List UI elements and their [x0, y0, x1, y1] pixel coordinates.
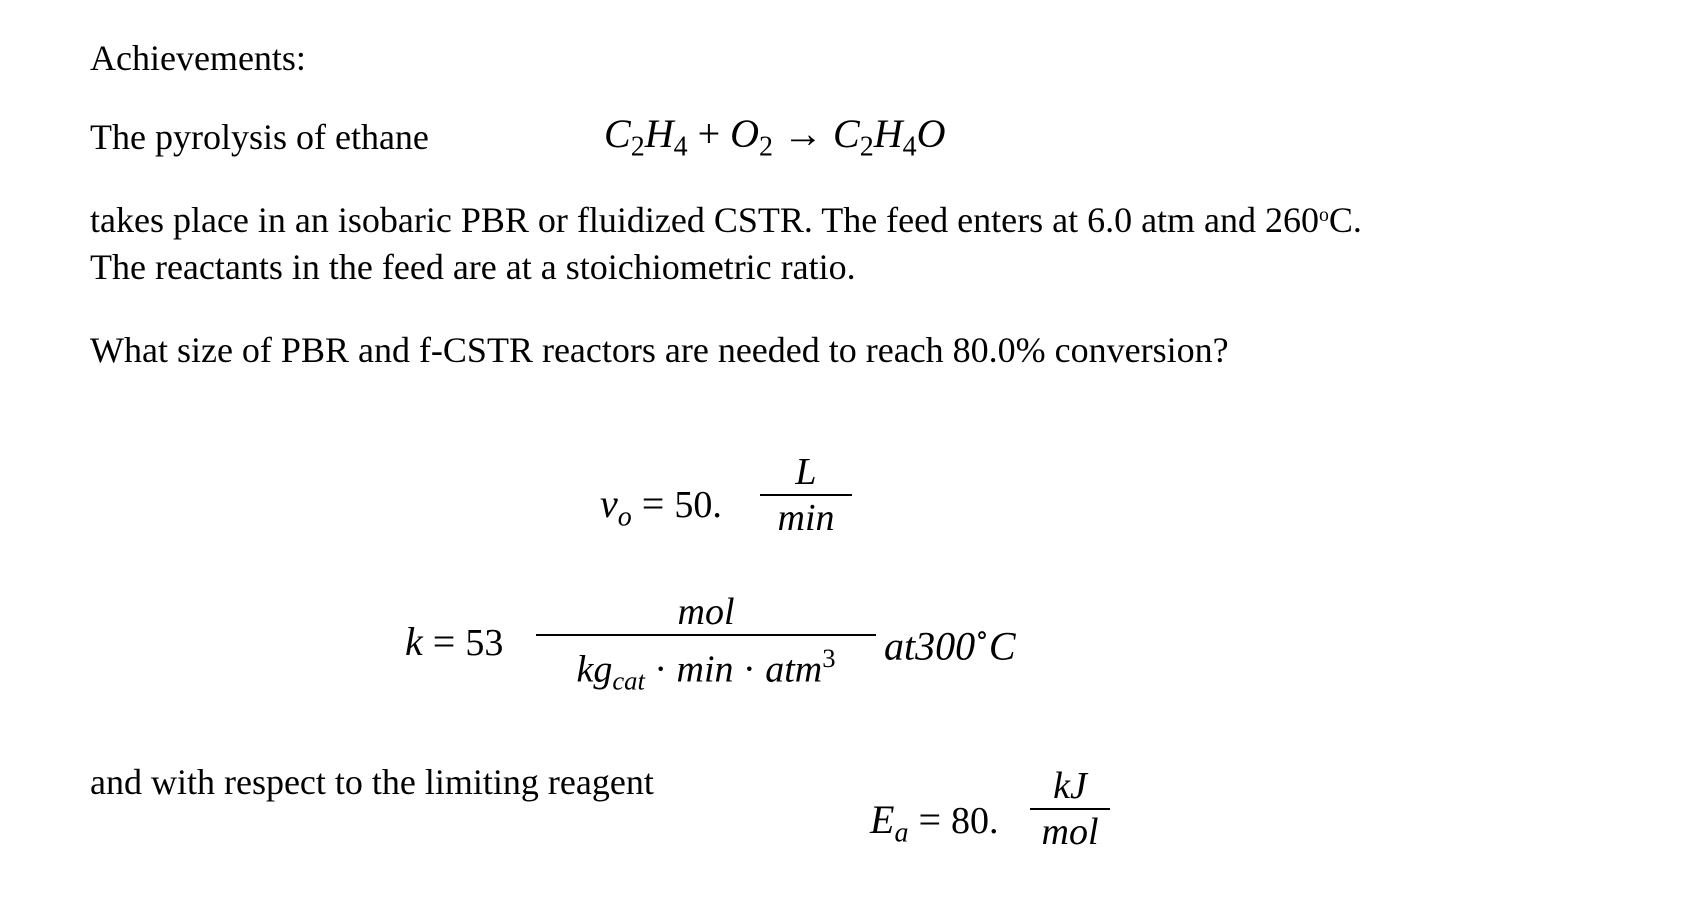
activation-energy-fraction: kJ mol	[1030, 764, 1110, 854]
limiting-reagent-text: and with respect to the limiting reagent	[90, 762, 654, 802]
heading: Achievements:	[90, 38, 306, 78]
paragraph-line-2: The reactants in the feed are at a stoichiometric ratio.	[90, 247, 856, 287]
intro-text: The pyrolysis of ethane	[90, 117, 429, 157]
paragraph-line-1: takes place in an isobaric PBR or fluidized CSTR. The feed enters at 6.0 atm and 260$^o$C.	[90, 199, 1362, 240]
flow-rate-fraction: L min	[760, 450, 852, 540]
reaction-equation: $C_2H_4 + O_2 \to C_2H_4O$	[604, 111, 946, 163]
question-text: What size of PBR and f-CSTR reactors are needed to reach 80.0% conversion?	[90, 330, 1229, 370]
rate-constant-fraction: mol $kg_{cat} \cdot \min \cdot atm^3$	[536, 590, 876, 703]
